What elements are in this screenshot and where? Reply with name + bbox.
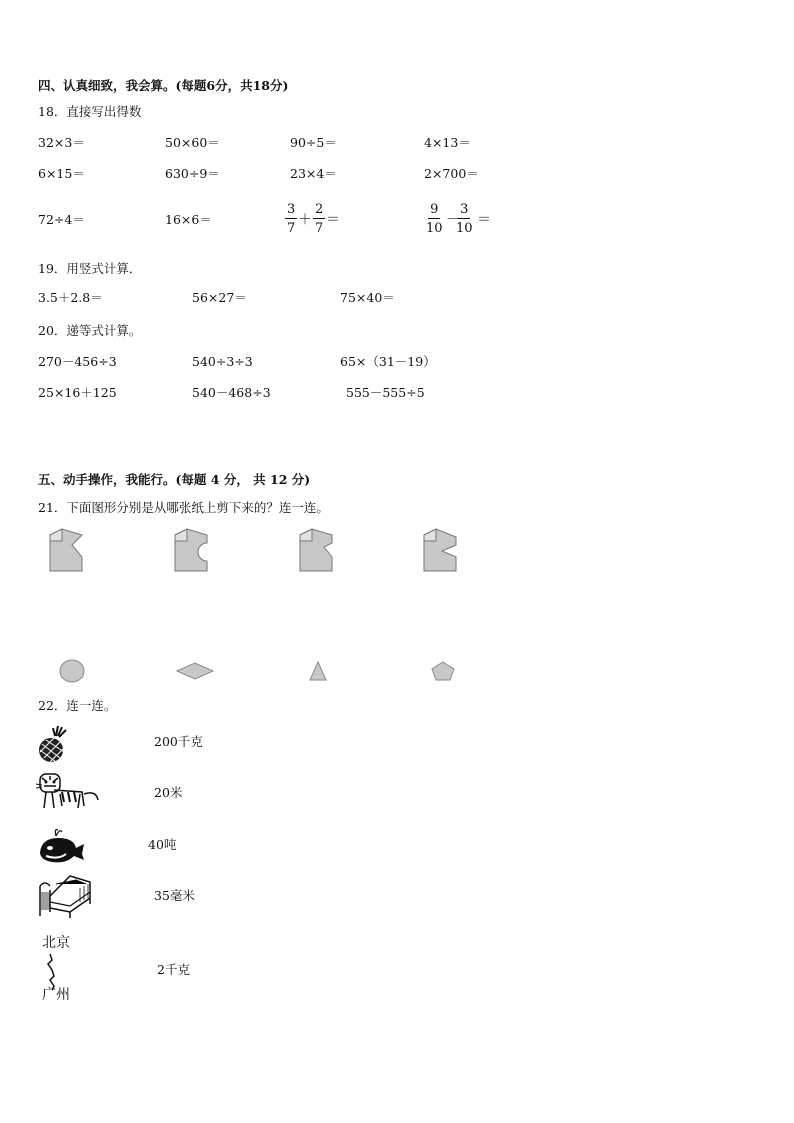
- q20-expr: 25×16＋125: [38, 385, 117, 400]
- q20-expr: 555－555÷5: [346, 385, 425, 400]
- fraction: [426, 203, 443, 235]
- numerator: 3: [460, 202, 469, 217]
- denominator: 7: [287, 221, 296, 236]
- map-label-guangzhou: 广州: [42, 987, 70, 1003]
- folded-paper-cut-a-icon: [48, 527, 84, 573]
- q19-title: 19．用竖式计算．: [38, 261, 142, 276]
- map-route-icon: [44, 952, 64, 992]
- q20-expr: 270－456÷3: [38, 354, 117, 369]
- q20-title: 20．递等式计算。: [38, 323, 142, 338]
- q22-label: 40吨: [148, 837, 177, 852]
- fraction: [285, 203, 297, 235]
- fraction: [313, 203, 325, 235]
- q22-label: 200千克: [154, 734, 203, 749]
- q18-expr: 6×15＝: [38, 166, 85, 181]
- q22-label: 2千克: [157, 962, 190, 977]
- denominator: 7: [315, 221, 324, 236]
- q18-expr: 4×13＝: [424, 135, 471, 150]
- numerator: 3: [287, 202, 296, 217]
- q18-expr: 23×4＝: [290, 166, 337, 181]
- q20-expr: 65×（31－19）: [340, 354, 436, 369]
- fraction: [456, 203, 473, 235]
- numerator: 9: [430, 202, 439, 217]
- q19-expr: 56×27＝: [192, 290, 247, 305]
- folded-paper-cut-triangle-icon: [422, 527, 458, 573]
- q20-expr: 540－468÷3: [192, 385, 271, 400]
- denominator: 10: [456, 221, 473, 236]
- q22-label: 20米: [154, 785, 183, 800]
- q18-expr: 90÷5＝: [290, 135, 337, 150]
- q18-expr: 72÷4＝: [38, 212, 85, 227]
- triangle-shape-icon: [308, 660, 328, 682]
- plus-sign: ＋: [298, 212, 312, 228]
- bed-icon: [36, 872, 92, 918]
- folded-paper-cut-b-icon: [298, 527, 334, 573]
- map-label-beijing: 北京: [42, 935, 70, 951]
- whale-icon: [36, 826, 86, 866]
- q22-label: 35毫米: [154, 888, 195, 903]
- equals-sign: ＝: [326, 212, 340, 228]
- folded-paper-cut-semicircle-icon: [173, 527, 209, 573]
- q18-expr: 630÷9＝: [165, 166, 220, 181]
- q19-expr: 75×40＝: [340, 290, 395, 305]
- rhombus-shape-icon: [175, 661, 215, 681]
- q20-expr: 540÷3÷3: [192, 354, 253, 369]
- circle-shape-icon: [58, 658, 86, 684]
- q18-expr: 2×700＝: [424, 166, 479, 181]
- q18-expr: 16×6＝: [165, 212, 212, 227]
- section-5-heading: 五、动手操作，我能行。(每题 4 分， 共 12 分): [38, 472, 311, 487]
- section-4-heading: 四、认真细致，我会算。(每题6分，共18分): [38, 78, 289, 93]
- q18-title: 18．直接写出得数: [38, 104, 142, 119]
- equals-sign: ＝: [477, 212, 491, 228]
- denominator: 10: [426, 221, 443, 236]
- pentagon-shape-icon: [430, 660, 456, 682]
- q22-title: 22．连一连。: [38, 698, 117, 713]
- q18-expr: 32×3＝: [38, 135, 85, 150]
- numerator: 2: [315, 202, 324, 217]
- pineapple-icon: [36, 724, 72, 764]
- tiger-icon: [36, 772, 102, 810]
- q19-expr: 3.5＋2.8＝: [38, 290, 103, 305]
- q21-title: 21．下面图形分别是从哪张纸上剪下来的？连一连。: [38, 500, 329, 515]
- q18-expr: 50×60＝: [165, 135, 220, 150]
- minus-sign: －: [446, 212, 460, 228]
